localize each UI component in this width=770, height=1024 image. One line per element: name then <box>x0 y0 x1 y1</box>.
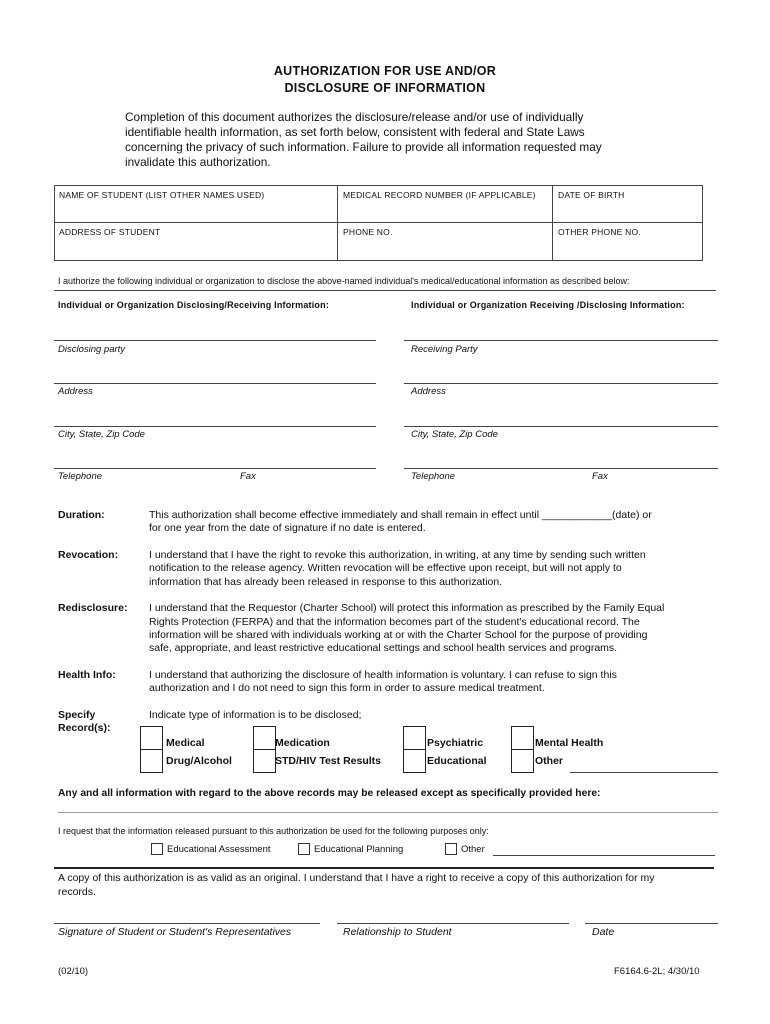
receiving-party-label: Receiving Party <box>411 344 478 355</box>
psychiatric-label: Psychiatric <box>427 737 484 749</box>
disclosing-address-line[interactable] <box>54 383 376 384</box>
exceptions-line[interactable] <box>58 812 718 813</box>
intro-line3: concerning the privacy of such information. Failure to provide all information requested may <box>125 140 602 154</box>
student-info-table <box>54 185 703 261</box>
receiving-address-label: Address <box>411 386 446 397</box>
other-purpose-label: Other <box>461 844 485 855</box>
thick-divider <box>54 867 714 869</box>
phone-field[interactable]: PHONE NO. <box>343 227 393 237</box>
medical-label: Medical <box>166 737 205 749</box>
other-record-label: Other <box>535 755 564 767</box>
receiving-phone-line[interactable] <box>404 468 718 469</box>
relationship-label: Relationship to Student <box>343 926 452 938</box>
std-hiv-checkbox[interactable] <box>253 749 276 773</box>
intro-line2: identifiable health information, as set forth below, consistent with federal and State Laws <box>125 125 585 139</box>
educational-planning-checkbox[interactable] <box>298 843 310 855</box>
copy-statement-line2: records. <box>58 886 96 898</box>
table-divider <box>55 222 702 223</box>
other-phone-field[interactable]: OTHER PHONE NO. <box>558 227 641 237</box>
disclosing-city-label: City, State, Zip Code <box>58 429 145 440</box>
footer-revision: (02/10) <box>58 966 89 977</box>
records-label: Record(s): <box>58 722 111 734</box>
receiving-address-line[interactable] <box>404 383 718 384</box>
duration-label: Duration: <box>58 509 105 521</box>
health-info-label: Health Info: <box>58 669 116 681</box>
disclosing-heading: Individual or Organization Disclosing/Receiving Information: <box>58 300 330 310</box>
date-label: Date <box>592 926 615 938</box>
disclosing-fax-label: Fax <box>240 471 256 482</box>
redisclosure-text-line3: information will be shared with individuals working at or with the Charter School for the purpose of providing <box>149 629 648 641</box>
disclosing-address-label: Address <box>58 386 93 397</box>
revocation-text-line1: I understand that I have the right to revoke this authorization, in writing, at any time by sending such written <box>149 549 646 561</box>
specify-label: Specify <box>58 709 96 721</box>
specify-text: Indicate type of information is to be disclosed; <box>149 709 362 721</box>
relationship-line[interactable] <box>337 923 569 924</box>
receiving-city-label: City, State, Zip Code <box>411 429 498 440</box>
duration-text-line2: for one year from the date of signature if no date is entered. <box>149 522 426 534</box>
educational-checkbox[interactable] <box>403 749 426 773</box>
form-title-line2: DISCLOSURE OF INFORMATION <box>284 81 486 95</box>
drug-alcohol-label: Drug/Alcohol <box>166 755 232 767</box>
std-hiv-label: STD/HIV Test Results <box>275 755 381 767</box>
signature-line[interactable] <box>54 923 320 924</box>
intro-line1: Completion of this document authorizes the disclosure/release and/or use of individually <box>125 110 584 124</box>
receiving-city-line[interactable] <box>404 426 718 427</box>
release-exceptions-statement: Any and all information with regard to the above records may be released except as specifically provided here: <box>58 788 601 799</box>
disclosing-phone-line[interactable] <box>54 468 376 469</box>
medication-checkbox[interactable] <box>253 726 276 750</box>
redisclosure-text-line2: Rights Protection (FERPA) and that the information becomes part of the student's educational record. The <box>149 616 640 628</box>
other-record-checkbox[interactable] <box>511 749 534 773</box>
receiving-heading: Individual or Organization Receiving /Disclosing Information: <box>411 300 685 310</box>
medication-label: Medication <box>275 737 330 749</box>
revocation-label: Revocation: <box>58 549 119 561</box>
revocation-text-line2: notification to the release agency. Written revocation will be effective upon receipt, but will not apply to <box>149 562 622 574</box>
disclosing-party-line[interactable] <box>54 340 376 341</box>
mental-health-checkbox[interactable] <box>511 726 534 750</box>
table-divider <box>337 186 338 260</box>
date-of-birth-field[interactable]: DATE OF BIRTH <box>558 190 625 200</box>
health-info-text-line1: I understand that authorizing the disclosure of health information is voluntary. I can refuse to sign this <box>149 669 617 681</box>
redisclosure-text-line1: I understand that the Requestor (Charter School) will protect this information as prescribed by the Family Equal <box>149 602 665 614</box>
medical-record-field[interactable]: MEDICAL RECORD NUMBER (IF APPLICABLE) <box>343 190 536 200</box>
medical-checkbox[interactable] <box>140 726 163 750</box>
mental-health-label: Mental Health <box>535 737 604 749</box>
duration-text-line1: This authorization shall become effective immediately and shall remain in effect until ____________(date) or <box>149 509 652 521</box>
student-name-field[interactable]: NAME OF STUDENT (LIST OTHER NAMES USED) <box>59 190 265 200</box>
form-title-line1: AUTHORIZATION FOR USE AND/OR <box>273 64 497 78</box>
educational-planning-label: Educational Planning <box>314 844 404 855</box>
purposes-statement: I request that the information released pursuant to this authorization be used for the following purposes only: <box>58 826 489 836</box>
divider-line <box>54 290 716 291</box>
educational-assessment-label: Educational Assessment <box>167 844 271 855</box>
date-line[interactable] <box>585 923 718 924</box>
disclosing-party-label: Disclosing party <box>58 344 126 355</box>
signature-label: Signature of Student or Student's Representatives <box>58 926 292 938</box>
redisclosure-label: Redisclosure: <box>58 602 128 614</box>
receiving-party-line[interactable] <box>404 340 718 341</box>
educational-label: Educational <box>427 755 487 767</box>
footer-form-number: F6164.6-2L; 4/30/10 <box>614 966 700 977</box>
drug-alcohol-checkbox[interactable] <box>140 749 163 773</box>
student-address-field[interactable]: ADDRESS OF STUDENT <box>59 227 161 237</box>
receiving-telephone-label: Telephone <box>411 471 456 482</box>
revocation-text-line3: information that has already been released in response to this authorization. <box>149 576 503 588</box>
disclosing-city-line[interactable] <box>54 426 376 427</box>
health-info-text-line2: authorization and I do not need to sign this form in order to assure medical treatment. <box>149 682 545 694</box>
disclosing-telephone-label: Telephone <box>58 471 103 482</box>
authorize-statement: I authorize the following individual or organization to disclose the above-named individual's medical/educational information as described below: <box>58 276 630 286</box>
table-divider <box>552 186 553 260</box>
other-purpose-line[interactable] <box>493 855 715 856</box>
copy-statement-line1: A copy of this authorization is as valid as an original. I understand that I have a right to receive a copy of this authorization for my <box>58 872 655 884</box>
redisclosure-text-line4: safe, appropriate, and least restrictive educational settings and school health services and programs. <box>149 642 618 654</box>
other-purpose-checkbox[interactable] <box>445 843 457 855</box>
receiving-fax-label: Fax <box>592 471 608 482</box>
educational-assessment-checkbox[interactable] <box>151 843 163 855</box>
psychiatric-checkbox[interactable] <box>403 726 426 750</box>
intro-line4: invalidate this authorization. <box>125 155 271 169</box>
other-record-line[interactable] <box>570 772 718 773</box>
